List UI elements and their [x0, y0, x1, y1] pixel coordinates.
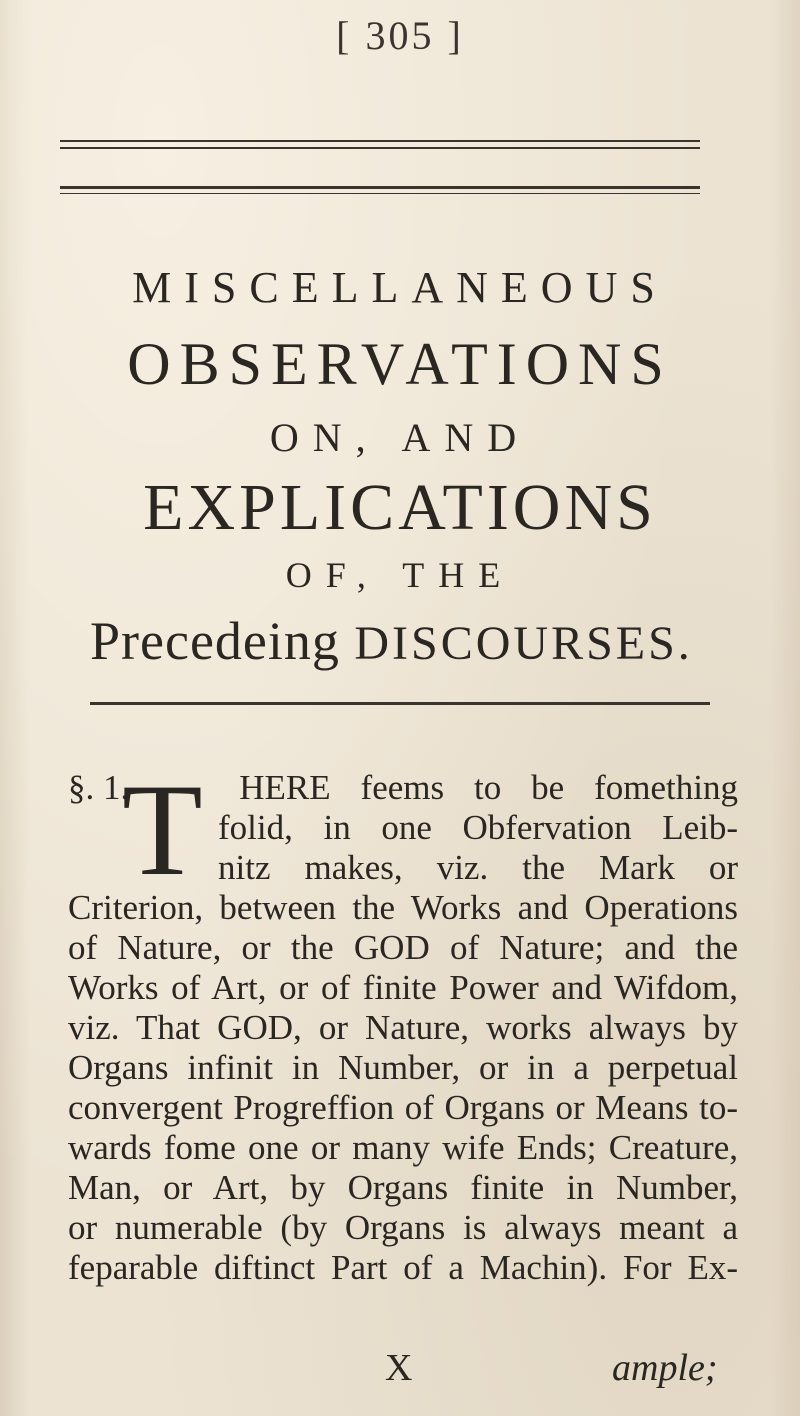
heading-on-and: ON, AND [269, 415, 531, 460]
header-rule-top-thin [60, 147, 700, 149]
signature-mark: X [385, 1347, 413, 1389]
heading-observations: OBSERVATIONS [127, 331, 673, 397]
body-line-11: Man, or Art, by Organs finite in Number, [68, 1168, 738, 1207]
body-line-1-text: HERE feems to be fomething [239, 768, 738, 807]
header-rule-bottom-thin [60, 193, 700, 194]
body-line-13: feparable diftinct Part of a Machin). For Ex- [68, 1248, 738, 1287]
heading-discourses-word: DISCOURSES. [354, 617, 693, 670]
body-line-3: nitz makes, viz. the Mark or [218, 848, 738, 887]
section-divider-rule [90, 702, 710, 705]
body-line-9: convergent Progreffion of Organs or Means to- [68, 1088, 738, 1127]
header-rule-top [60, 140, 700, 142]
page-number: [ 305 ] [336, 13, 464, 58]
heading-preceding-word: Precedeing [90, 611, 340, 671]
body-paragraph [68, 756, 738, 1288]
body-line-10: wards fome one or many wife Ends; Creature, [68, 1128, 738, 1167]
body-line-1 [68, 768, 738, 808]
body-line-4: Criterion, between the Works and Operations [68, 888, 738, 927]
section-mark: §. 1. [68, 768, 130, 807]
body-line-7: viz. That GOD, or Nature, works always by [68, 1008, 738, 1047]
heading-of-the: OF, THE [285, 555, 515, 595]
heading-miscellaneous: MISCELLANEOUS [132, 263, 668, 312]
body-line-6: Works of Art, or of finite Power and Wifdom, [68, 968, 738, 1007]
heading-preceding-discourses [90, 610, 790, 672]
catchword: ample; [612, 1347, 718, 1389]
body-line-5: of Nature, or the GOD of Nature; and the [68, 928, 738, 967]
body-line-8: Organs infinit in Number, or in a perpetual [68, 1048, 738, 1087]
body-line-12: or numerable (by Organs is always meant a [68, 1208, 738, 1247]
drop-cap-letter: T [122, 756, 203, 903]
header-rule-bottom [60, 186, 700, 189]
body-line-2: folid, in one Obfervation Leib- [218, 808, 738, 847]
heading-explications: EXPLICATIONS [143, 471, 657, 544]
